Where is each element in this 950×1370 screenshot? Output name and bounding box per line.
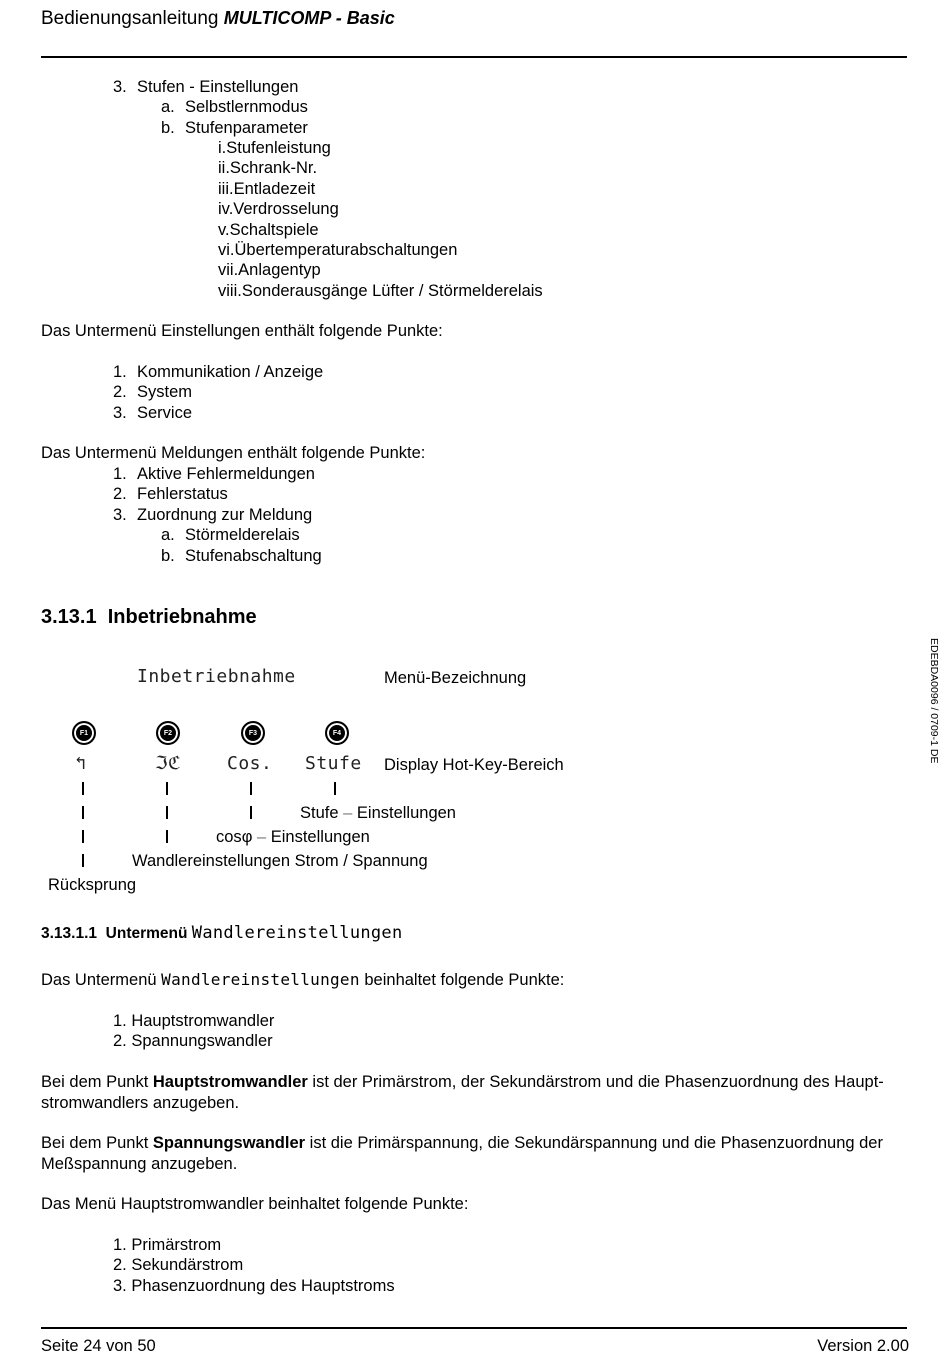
paragraph-continued: stromwandlers anzugeben. [41, 1094, 240, 1112]
transformer-icon: ℑℭ [155, 753, 182, 774]
paragraph: Das Untermenü Meldungen enthält folgende Punkte: [41, 444, 426, 462]
footer-rule [41, 1327, 907, 1329]
subsub-item: iv.Verdrosselung [218, 200, 339, 218]
paragraph-continued: Meßspannung anzugeben. [41, 1155, 238, 1173]
document-header [41, 8, 395, 30]
return-arrow-icon: ↰ [75, 753, 87, 774]
list-item: 3. [113, 78, 127, 96]
subsub-item: iii.Entladezeit [218, 180, 316, 198]
list-item: 2. Spannungswandler [113, 1032, 273, 1050]
subsection-label: Untermenü [105, 925, 188, 942]
paragraph: Das Untermenü Einstellungen enthält folgende Punkte: [41, 322, 443, 340]
list-item: 1. Hauptstromwandler [113, 1012, 275, 1030]
subsub-item: ii.Schrank-Nr. [218, 159, 318, 177]
list-item: Service [137, 404, 193, 422]
connector-line [250, 782, 252, 795]
sub-marker: b. [161, 119, 175, 137]
subsub-item: v.Schaltspiele [218, 221, 319, 239]
list-num: 2. [113, 485, 127, 503]
list-item: System [137, 383, 193, 401]
version-label: Version 2.00 [817, 1337, 909, 1355]
connector-line [166, 806, 168, 819]
paragraph: Das Menü Hauptstromwandler beinhaltet folgende Punkte: [41, 1195, 469, 1213]
subsection-lcd: Wandlereinstellungen [191, 923, 403, 943]
sub-item: Störmelderelais [185, 526, 300, 544]
connector-line [82, 854, 84, 867]
hotkey-cos: Cos. [227, 753, 273, 774]
f1-key-icon: F1 [72, 721, 96, 745]
section-title: Inbetriebnahme [107, 606, 257, 628]
list-item: 3. Phasenzuordnung des Hauptstroms [113, 1277, 395, 1295]
subsection-heading [41, 923, 403, 943]
wandler-settings-label: Wandlereinstellungen Strom / Spannung [132, 852, 428, 870]
list-item-label: Stufen - Einstellungen [137, 78, 299, 96]
connector-line [82, 782, 84, 795]
subsub-item: vii.Anlagentyp [218, 261, 321, 279]
subsub-item: viii.Sonderausgänge Lüfter / Störmelderelais [218, 282, 543, 300]
list-item: Zuordnung zur Meldung [137, 506, 313, 524]
section-number: 3.13.1 [41, 606, 97, 628]
paragraph: Das Untermenü Wandlereinstellungen beinhaltet folgende Punkte: [41, 970, 565, 989]
connector-line [250, 806, 252, 819]
sub-item: Stufenabschaltung [185, 547, 322, 565]
connector-line [334, 782, 336, 795]
hotkey-area-label: Display Hot-Key-Bereich [384, 756, 564, 774]
subsub-item: vi.Übertemperaturabschaltungen [218, 241, 458, 259]
lcd-menu-title: Inbetriebnahme [137, 666, 296, 687]
ruecksprung-label: Rücksprung [48, 876, 137, 894]
sub-item: Selbstlernmodus [185, 98, 308, 116]
f2-key-icon: F2 [156, 721, 180, 745]
connector-line [166, 782, 168, 795]
list-num: 1. [113, 465, 127, 483]
f4-key-icon: F4 [325, 721, 349, 745]
list-item: 2. Sekundärstrom [113, 1256, 244, 1274]
document-code: EDEBDA0096 / 0709-1 DE [928, 638, 940, 764]
list-num: 1. [113, 363, 127, 381]
page-number: Seite 24 von 50 [41, 1337, 156, 1355]
paragraph: Bei dem Punkt Spannungswandler ist die Primärspannung, die Sekundärspannung und die Phasenzuordnung der [41, 1134, 883, 1152]
list-num: 3. [113, 404, 127, 422]
list-item: 1. Primärstrom [113, 1236, 222, 1254]
stufe-settings-label: Stufe – Einstellungen [300, 804, 456, 822]
sub-marker: a. [161, 98, 175, 116]
list-num: 2. [113, 383, 127, 401]
sub-marker: b. [161, 547, 175, 565]
list-item: Kommunikation / Anzeige [137, 363, 324, 381]
header-rule [41, 56, 907, 58]
header-prefix: Bedienungsanleitung [41, 8, 224, 29]
subsub-item: i.Stufenleistung [218, 139, 331, 157]
sub-item: Stufenparameter [185, 119, 308, 137]
f3-key-icon: F3 [241, 721, 265, 745]
connector-line [166, 830, 168, 843]
sub-marker: a. [161, 526, 175, 544]
list-item: Fehlerstatus [137, 485, 228, 503]
connector-line [82, 806, 84, 819]
menu-label: Menü-Bezeichnung [384, 669, 527, 687]
connector-line [82, 830, 84, 843]
header-brand: MULTICOMP - Basic [223, 8, 395, 28]
paragraph: Bei dem Punkt Hauptstromwandler ist der Primärstrom, der Sekundärstrom und die Phasenzuordnung des Haupt- [41, 1073, 884, 1091]
section-heading [41, 606, 257, 629]
list-num: 3. [113, 506, 127, 524]
subsection-number: 3.13.1.1 [41, 925, 98, 942]
list-item: Aktive Fehlermeldungen [137, 465, 315, 483]
hotkey-stufe: Stufe [305, 753, 362, 774]
cos-settings-label: cosφ – Einstellungen [216, 828, 370, 846]
